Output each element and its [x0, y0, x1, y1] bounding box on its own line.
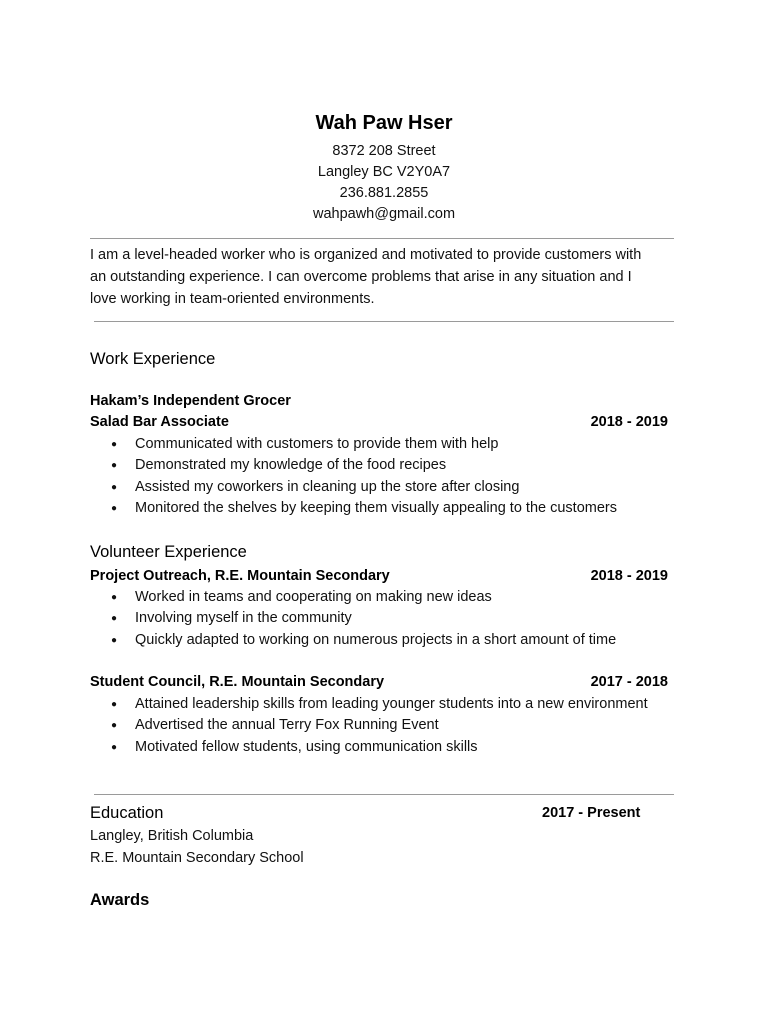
- bullet-text: Assisted my coworkers in cleaning up the store after closing: [135, 478, 520, 495]
- bullet-icon: ●: [111, 460, 118, 472]
- education-dates: 2017 - Present: [542, 805, 641, 821]
- volunteer-org-name: Project Outreach, R.E. Mountain Secondary: [90, 568, 390, 584]
- section-title-work-experience: Work Experience: [90, 350, 216, 368]
- bullet-icon: ●: [111, 720, 118, 732]
- applicant-name: Wah Paw Hser: [315, 112, 453, 134]
- bullet-text: Communicated with customers to provide them with help: [135, 436, 499, 452]
- bullet-text: Attained leadership skills from leading younger students into a new environment: [135, 696, 648, 712]
- address-line-1: 8372 208 Street: [332, 143, 436, 159]
- list-item: [108, 737, 648, 758]
- divider-top: [90, 238, 674, 239]
- address-line-2: Langley BC V2Y0A7: [317, 164, 451, 180]
- bullet-icon: ●: [111, 502, 118, 514]
- bullet-icon: ●: [111, 481, 118, 493]
- list-item: [108, 694, 648, 715]
- bullet-text: Quickly adapted to working on numerous projects in a short amount of time: [135, 631, 617, 648]
- volunteer-dates: 2017 - 2018: [590, 674, 668, 690]
- email-address: wahpawh@gmail.com: [312, 206, 456, 222]
- summary-line: I am a level-headed worker who is organized and motivated to provide customers with: [90, 247, 642, 263]
- summary-line: an outstanding experience. I can overcome problems that arise in any situation and I: [90, 269, 632, 285]
- list-item: [108, 434, 617, 455]
- job-title: Salad Bar Associate: [90, 414, 229, 430]
- phone-number: 236.881.2855: [339, 185, 429, 201]
- section-title-education: Education: [90, 804, 164, 822]
- volunteer-bullet-list: [108, 587, 616, 651]
- section-title-awards: Awards: [90, 891, 150, 909]
- list-item: [108, 587, 616, 608]
- work-role-row: [90, 412, 668, 433]
- bullet-icon: ●: [111, 634, 118, 646]
- bullet-icon: ●: [111, 613, 118, 625]
- section-title-volunteer-experience: Volunteer Experience: [90, 543, 247, 561]
- list-item: [108, 455, 617, 476]
- volunteer-org-row: [90, 566, 668, 587]
- employer-name: Hakam’s Independent Grocer: [90, 393, 291, 409]
- bullet-text: Monitored the shelves by keeping them visually appealing to the customers: [135, 499, 617, 516]
- list-item: [108, 630, 616, 651]
- work-bullet-list: [108, 434, 617, 519]
- divider-summary: [94, 321, 674, 322]
- volunteer-bullet-list: [108, 694, 648, 758]
- school-name: R.E. Mountain Secondary School: [90, 850, 304, 866]
- bullet-icon: ●: [111, 699, 118, 710]
- volunteer-dates: 2018 - 2019: [590, 568, 668, 584]
- divider-education: [94, 794, 674, 795]
- bullet-text: Involving myself in the community: [135, 610, 352, 627]
- volunteer-org-name: Student Council, R.E. Mountain Secondary: [90, 674, 385, 690]
- list-item: [108, 715, 648, 736]
- bullet-text: Demonstrated my knowledge of the food recipes: [135, 457, 447, 474]
- list-item: [108, 498, 617, 519]
- volunteer-org-row: [90, 672, 668, 693]
- list-item: [108, 608, 616, 629]
- bullet-icon: ●: [111, 439, 118, 450]
- education-location: Langley, British Columbia: [90, 828, 254, 844]
- list-item: [108, 477, 617, 498]
- contact-header: [0, 110, 768, 225]
- summary-line: love working in team-oriented environments.: [90, 291, 375, 307]
- summary-paragraph: [90, 244, 676, 310]
- bullet-icon: ●: [111, 592, 118, 603]
- bullet-text: Advertised the annual Terry Fox Running Event: [135, 717, 439, 734]
- job-dates: 2018 - 2019: [590, 414, 668, 430]
- bullet-text: Motivated fellow students, using communication skills: [135, 738, 478, 755]
- bullet-icon: ●: [111, 741, 118, 753]
- bullet-text: Worked in teams and cooperating on making new ideas: [135, 589, 492, 605]
